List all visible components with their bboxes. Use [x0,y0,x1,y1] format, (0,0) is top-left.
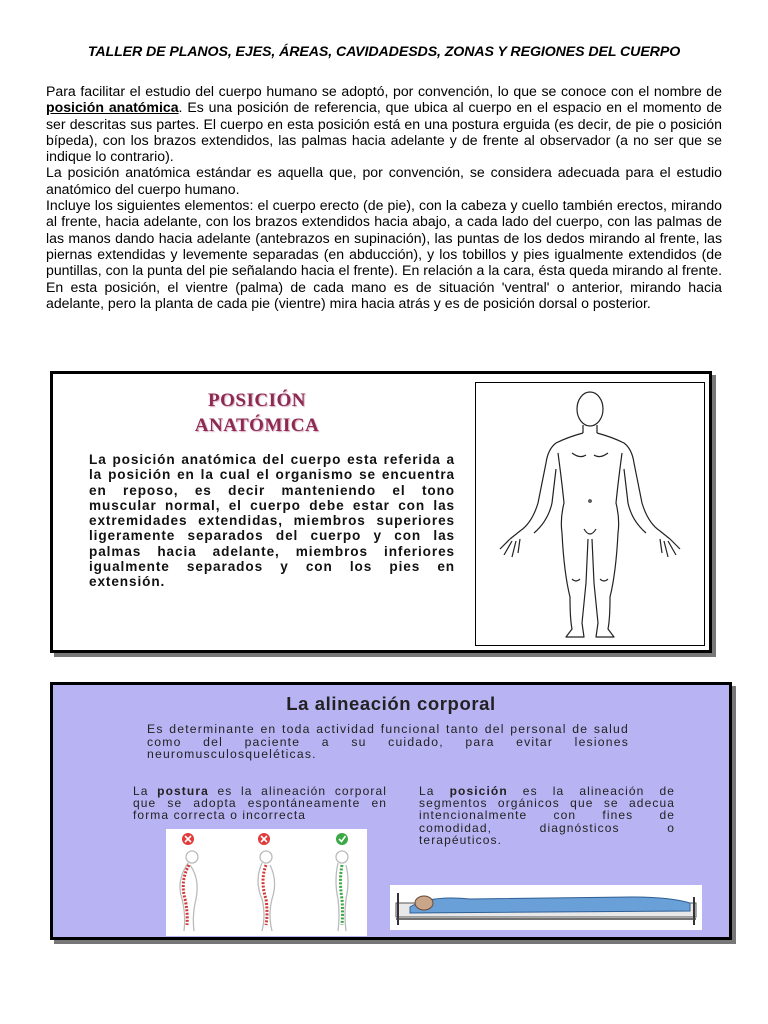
correct-posture-marker [336,833,348,845]
posicion-text-span: La [419,784,450,798]
posicion-definition [419,785,675,846]
term-postura: postura [157,784,209,798]
incorrect-posture-marker-1 [182,833,194,845]
patient-bed-icon [390,885,702,930]
intro-paragraph-2: La posición anatómica estándar es aquella que, por convención, se considera adecuada para el estudio anatómico del cuerpo humano. [46,164,722,197]
figure1-heading [127,388,387,438]
spine-posture-icon [166,829,367,936]
human-body-illustration [475,382,705,646]
term-posicion-anatomica: posición anatómica [46,99,179,116]
intro-text-span: Para facilitar el estudio del cuerpo humano se adoptó, por convención, lo que se conoce con el nombre de [46,83,722,99]
intro-paragraph-3: Incluye los siguientes elementos: el cuerpo erecto (de pie), con la cabeza y cuello también erectos, mirando al frente, hacia adelante, con los brazos extendidos hacia abajo, a cada lado del cuerpo, con las palmas de las manos dando hacia adelante (antebrazos en supinación), las puntas de los dedos mirando al frente, las piernas extendidas y levemente separadas (en abducción), y los tobillos y pies igualmente extendidos (de puntillas, con la punta del pie señalando hacia el frente). En relación a la cara, ésta queda mirando al frente. En esta posición, el vientre (palma) de cada mano es de situación 'ventral' o anterior, mirando hacia adelante, pero la planta de cada pie (vientre) mira hacia atrás y es de posición dorsal o posterior. [46,197,722,311]
postura-definition [133,785,387,822]
postura-text-span: es la alineación corporal que se adopta espontáneamente en forma correcta o incorrecta [133,784,387,823]
figure1-heading-line: POSICIÓN [208,390,306,411]
intro-text-span: . Es una posición de referencia, que ubica al cuerpo en el espacio en el momento de ser descritas sus partes. El cuerpo en esta posición está en una postura erguida (es decir, de pie o posición bípeda), con los brazos extendidos, las palmas hacia adelante y de frente al observador (a no ser que se indique lo contrario). [46,99,722,165]
figure2-title: La alineación corporal [286,693,496,714]
figure2-intro: Es determinante en toda actividad funcional tanto del personal de salud como del paciente a su cuidado, para evitar lesiones neuromusculosqueléticas. [147,722,629,762]
lying-patient-illustration [390,885,702,930]
figure1-body: La posición anatómica del cuerpo esta referida a la posición en la cual el organismo se encuentra en reposo, es decir manteniendo el tono muscular normal, el cuerpo debe estar con las extremidades extendidas, miembros superiores ligeramente separados del cuerpo y con las palmas hacia adelante, miembros inferiores igualmente separados y con los pies en extensión. [89,452,455,590]
postura-text-span: La [133,784,158,798]
posicion-text-span: es la alineación de segmentos orgánicos que se adecua intencionalmente con fines de comodidad, diagnósticos o terapéuticos. [419,784,675,847]
posture-comparison-illustration [166,829,367,936]
figure-body-alignment [50,682,732,940]
figure-anatomical-position [50,371,712,653]
intro-text [46,83,722,311]
term-posicion: posición [449,784,508,798]
intro-paragraph-1 [46,83,722,164]
incorrect-posture-marker-2 [258,833,270,845]
page-title: TALLER DE PLANOS, EJES, ÁREAS, CAVIDADESDS, ZONAS Y REGIONES DEL CUERPO [87,44,681,60]
human-body-icon [476,383,704,645]
figure1-heading-line: ANATÓMICA [194,415,320,436]
